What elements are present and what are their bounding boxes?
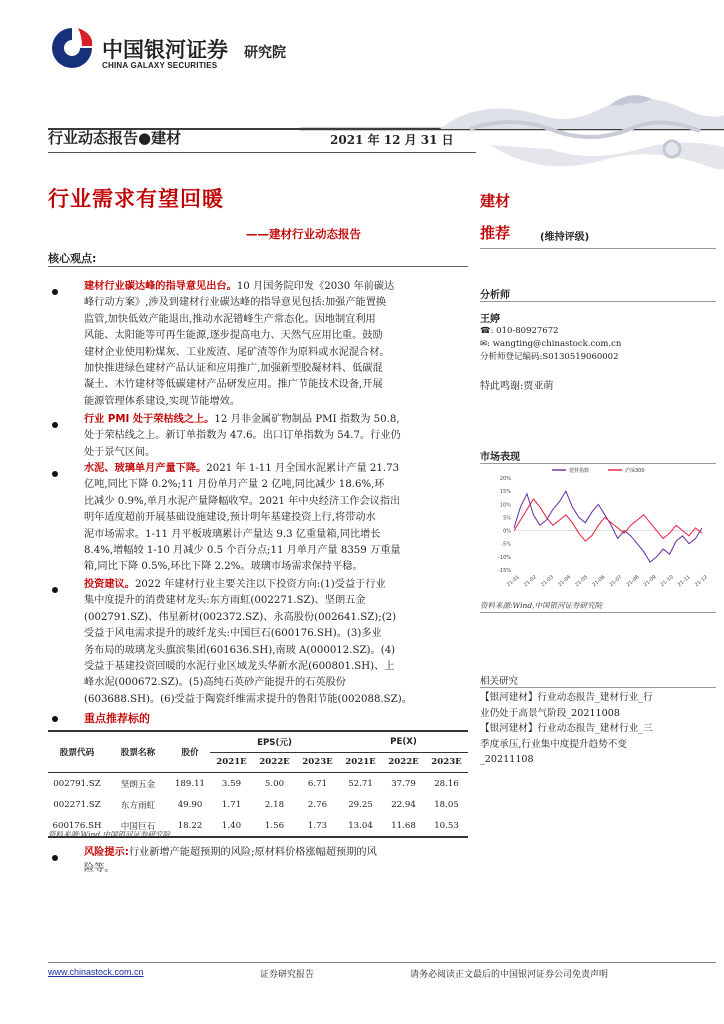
point-line: 亿吨,同比下降 0.2%;11 月份单月产量 2 亿吨,同比减少 18.6%,环 — [84, 479, 385, 491]
x-tick-label: 21-12 — [693, 574, 709, 589]
cell-name: 中国巨石 — [120, 821, 156, 832]
cell-pe: 28.16 — [434, 778, 459, 789]
related-rule — [480, 687, 716, 688]
company-logo — [48, 24, 96, 72]
y-tick-label: 5% — [503, 515, 511, 522]
point-pmi — [84, 412, 456, 461]
rating-label: 推荐 — [480, 224, 511, 242]
point-line: 2022 年建材行业主要关注以下投资方向:(1)受益于行业 — [134, 579, 386, 590]
picks-table — [48, 732, 468, 836]
core-rule — [48, 266, 468, 267]
point-line: 明年适度超前开展基础设施建设,预计明年基建投资上行,将带动水 — [84, 512, 376, 524]
cell-eps: 2.18 — [264, 799, 285, 810]
point-line: 凝土、木竹建材等低碳建材产品研发应用。推广节能技术设备,开展 — [84, 379, 383, 391]
risk-line: 险等。 — [84, 863, 115, 875]
cell-name: 东方雨虹 — [120, 800, 156, 811]
institute-label: 研究院 — [244, 45, 286, 61]
related-item[interactable]: 【银河建材】行业动态报告_建材行业_三 — [480, 723, 653, 734]
x-tick-label: 21-07 — [608, 574, 624, 589]
point-line: (002791.SZ)、伟星新材(002372.SZ)、永高股份(002641.SZ);(2) — [84, 611, 397, 623]
point-line: 峰水泥(000672.SZ)。(5)高纯石英砂产能提升的石英股份 — [84, 677, 346, 689]
year-cell: 2023E — [302, 757, 333, 767]
point-line: 监管,加快低效产能退出,推动水泥错峰生产常态化。因地制宜利用 — [84, 313, 376, 325]
logo-text-en: CHINA GALAXY SECURITIES — [102, 61, 218, 70]
cell-eps: 3.59 — [221, 778, 242, 789]
table-row — [48, 773, 468, 794]
table-row — [48, 794, 468, 815]
table-source: 资料来源:Wind,中国银河证券研究院 — [48, 830, 171, 839]
page-subtitle: ——建材行业动态报告 — [246, 227, 361, 241]
report-type: 行业动态报告●建材 — [48, 129, 182, 147]
picks-table-wrap — [48, 730, 468, 838]
market-heading: 市场表现 — [480, 452, 520, 463]
related-item[interactable]: _20211108 — [480, 754, 534, 765]
point-cement-lead: 水泥、玻璃单月产量下降。 — [84, 463, 207, 474]
cell-eps: 1.71 — [221, 799, 242, 810]
footer-disclaimer: 请务必阅读正文最后的中国银河证券公司免责声明 — [410, 970, 609, 980]
cell-pe: 11.68 — [391, 820, 416, 831]
risk-line: 行业新增产能超预期的风险;原材料价格涨幅超预期的风 — [128, 847, 377, 858]
galaxy-logo-icon — [48, 24, 96, 72]
point-line: 10 月国务院印发《2030 年前碳达 — [236, 281, 395, 292]
related-item[interactable]: 业仍处于高景气阶段_20211008 — [480, 707, 620, 719]
year-cell: 2022E — [388, 757, 419, 767]
report-date: 2021 年 12 月 31 日 — [330, 133, 454, 147]
col-name: 股票名称 — [120, 747, 156, 758]
x-tick-label: 21-09 — [642, 574, 658, 589]
year-cell: 2021E — [216, 757, 247, 767]
analyst-phone-row: ☎: 010-80927672 — [480, 326, 559, 336]
legend-label: 建材指数 — [569, 468, 590, 474]
analyst-heading: 分析师 — [480, 290, 510, 301]
cell-pe: 10.53 — [434, 820, 459, 831]
related-list — [480, 690, 716, 768]
footer-center: 证券研究报告 — [260, 970, 315, 980]
series-line — [514, 491, 702, 562]
analyst-email[interactable]: wangting@chinastock.com.cn — [492, 339, 622, 349]
point-carbon-lead: 建材行业碳达峰的指导意见出台。 — [84, 281, 237, 292]
point-line: 比减少 0.9%,单月水泥产量降幅收窄。2021 年中央经济工作会议指出 — [84, 495, 401, 507]
point-investment — [84, 577, 456, 708]
cell-eps: 1.40 — [221, 820, 242, 831]
cell-eps: 1.56 — [264, 820, 285, 831]
chart-rule — [480, 612, 716, 613]
y-tick-label: 20% — [499, 476, 511, 482]
page-title: 行业需求有望回暖 — [48, 187, 224, 211]
cell-name: 坚朗五金 — [120, 779, 156, 790]
cell-eps: 5.00 — [264, 778, 285, 789]
cell-pe: 52.71 — [348, 778, 373, 789]
bullet-3 — [52, 471, 58, 477]
sector-label: 建材 — [480, 192, 511, 210]
cell-code: 002271.SZ — [53, 799, 101, 810]
col-price: 股价 — [181, 747, 199, 758]
col-eps: EPS(元) — [210, 732, 339, 752]
phone-icon: ☎ — [480, 326, 491, 336]
point-line: 泥市场需求。1-11 月平板玻璃累计产量达 9.3 亿重量箱,同比增长 — [84, 528, 381, 540]
logo-text-cn: 中国银河证券 — [102, 38, 228, 62]
cell-pe: 22.94 — [391, 799, 416, 810]
risk-lead: 风险提示: — [84, 847, 129, 858]
point-line: 能源管理体系建设,实现节能增效。 — [84, 395, 241, 407]
point-line: 建材企业使用粉煤灰、工业废渣、尾矿渣等作为原料或水泥混合材。 — [84, 346, 390, 358]
x-tick-label: 21-01 — [505, 574, 521, 589]
point-line: (603688.SH)。(6)受益于陶瓷纤维需求提升的鲁阳节能(002088.SZ)。 — [84, 693, 412, 705]
point-invest-lead: 投资建议。 — [84, 579, 135, 590]
related-heading: 相关研究 — [480, 676, 519, 687]
analyst-rule — [480, 301, 716, 302]
cell-pe: 37.79 — [391, 778, 416, 789]
cell-eps: 6.71 — [307, 778, 328, 789]
footer-url[interactable]: www.chinastock.com.cn — [48, 967, 144, 977]
y-tick-label: -15% — [498, 568, 511, 574]
point-carbon-peak — [84, 279, 456, 410]
bullet-4 — [52, 587, 58, 593]
point-line: 处于景气区间。 — [84, 446, 156, 458]
year-cell: 2021E — [345, 757, 376, 767]
y-tick-label: 10% — [499, 502, 511, 509]
cell-code: 600176.SH — [52, 820, 102, 831]
analyst-license: 分析师登记编码:S0130519060002 — [480, 352, 619, 362]
picks-heading: 重点推荐标的 — [84, 712, 150, 725]
point-line: 风能、太阳能等可再生能源,逐步提高电力、天然气应用比重。鼓励 — [84, 330, 383, 342]
point-line: 峰行动方案》,涉及到建材行业碳达峰的指导意见包括:加强产能置换 — [84, 297, 387, 309]
point-line: 受益于风电需求提升的玻纤龙头:中国巨石(600176.SH)。(3)多业 — [84, 628, 382, 640]
point-pmi-lead: 行业 PMI 处于荣枯线之上。 — [84, 414, 215, 425]
analyst-phone: 010-80927672 — [496, 326, 559, 336]
cell-price: 18.22 — [177, 820, 203, 831]
point-line: 8.4%,增幅较 1-10 月减少 0.5 个百分点;11 月单月产量 8359 万重量 — [84, 545, 401, 557]
cell-eps: 2.76 — [307, 799, 328, 810]
year-cell: 2022E — [259, 757, 290, 767]
x-tick-label: 21-06 — [591, 574, 607, 589]
cell-price: 49.90 — [177, 799, 203, 810]
y-tick-label: 0% — [503, 528, 511, 535]
year-cell: 2023E — [431, 757, 462, 767]
point-line: 加快推进绿色建材产品认证和应用推广,加强新型胶凝材料、低碳混 — [84, 363, 383, 375]
related-item[interactable]: 【银河建材】行业动态报告_建材行业_行 — [480, 692, 653, 703]
rating-note: (维持评级) — [540, 232, 590, 243]
chart-source: 资料来源:Wind,中国银河证券研究院 — [480, 601, 603, 610]
point-cement-glass — [84, 461, 456, 576]
bullet-6 — [52, 855, 58, 861]
point-line: 务布局的玻璃龙头旗滨集团(601636.SH),南玻 A(000012.SZ)。(4) — [84, 644, 396, 656]
point-line: 12 月非金属矿物制品 PMI 指数为 50.8, — [214, 414, 400, 425]
header-rule-bottom — [48, 152, 476, 153]
point-line: 2021 年 1-11 月全国水泥累计产量 21.73 — [206, 463, 400, 474]
bullet-5 — [52, 716, 58, 722]
x-tick-label: 21-02 — [522, 574, 538, 589]
point-line: 处于荣枯线之上。新订单指数为 47.6。出口订单指数为 54.7。行业仍 — [84, 430, 401, 442]
core-heading: 核心观点: — [48, 252, 97, 265]
mail-icon: ✉ — [480, 339, 488, 349]
x-tick-label: 21-03 — [540, 574, 556, 589]
cell-pe: 18.05 — [434, 799, 459, 810]
cell-code: 002791.SZ — [53, 778, 101, 789]
related-item[interactable]: 季度承压,行业集中度提升趋势不变 — [480, 738, 627, 750]
bullet-2 — [52, 422, 58, 428]
cell-pe: 29.25 — [348, 799, 373, 810]
x-tick-label: 21-08 — [625, 574, 641, 589]
y-tick-label: -10% — [498, 554, 511, 561]
col-pe: PE(X) — [339, 732, 468, 752]
market-chart — [480, 464, 716, 594]
x-tick-label: 21-05 — [574, 574, 590, 589]
y-tick-label: 15% — [499, 489, 511, 496]
point-line: 集中度提升的消费建材龙头:东方雨虹(002271.SZ)、坚朗五金 — [84, 595, 366, 607]
thanks-note: 特此鸣谢:贾亚萌 — [480, 381, 554, 392]
bullet-1 — [52, 289, 58, 295]
x-tick-label: 21-04 — [557, 574, 573, 589]
x-tick-label: 21-10 — [659, 574, 675, 589]
analyst-email-row: ✉: wangting@chinastock.com.cn — [480, 339, 622, 349]
col-code: 股票代码 — [59, 747, 95, 758]
point-line: 受益于基建投资回暖的水泥行业区域龙头华新水泥(600801.SH)、上 — [84, 661, 395, 673]
risk-note — [84, 845, 456, 878]
footer-rule — [48, 962, 716, 963]
cell-price: 189.11 — [174, 778, 206, 789]
point-line: 箱,同比下降 0.5%,环比下降 2.2%。玻璃市场需求保持平稳。 — [84, 561, 363, 573]
legend-label: 沪深300 — [625, 468, 645, 474]
cell-eps: 1.73 — [307, 820, 328, 831]
x-tick-label: 21-11 — [676, 574, 692, 589]
table-header-row — [48, 732, 468, 752]
analyst-name: 王婷 — [480, 314, 500, 325]
cell-pe: 13.04 — [348, 820, 373, 831]
rating-rule — [480, 248, 716, 249]
y-tick-label: -5% — [501, 541, 511, 548]
series-line — [514, 499, 702, 541]
